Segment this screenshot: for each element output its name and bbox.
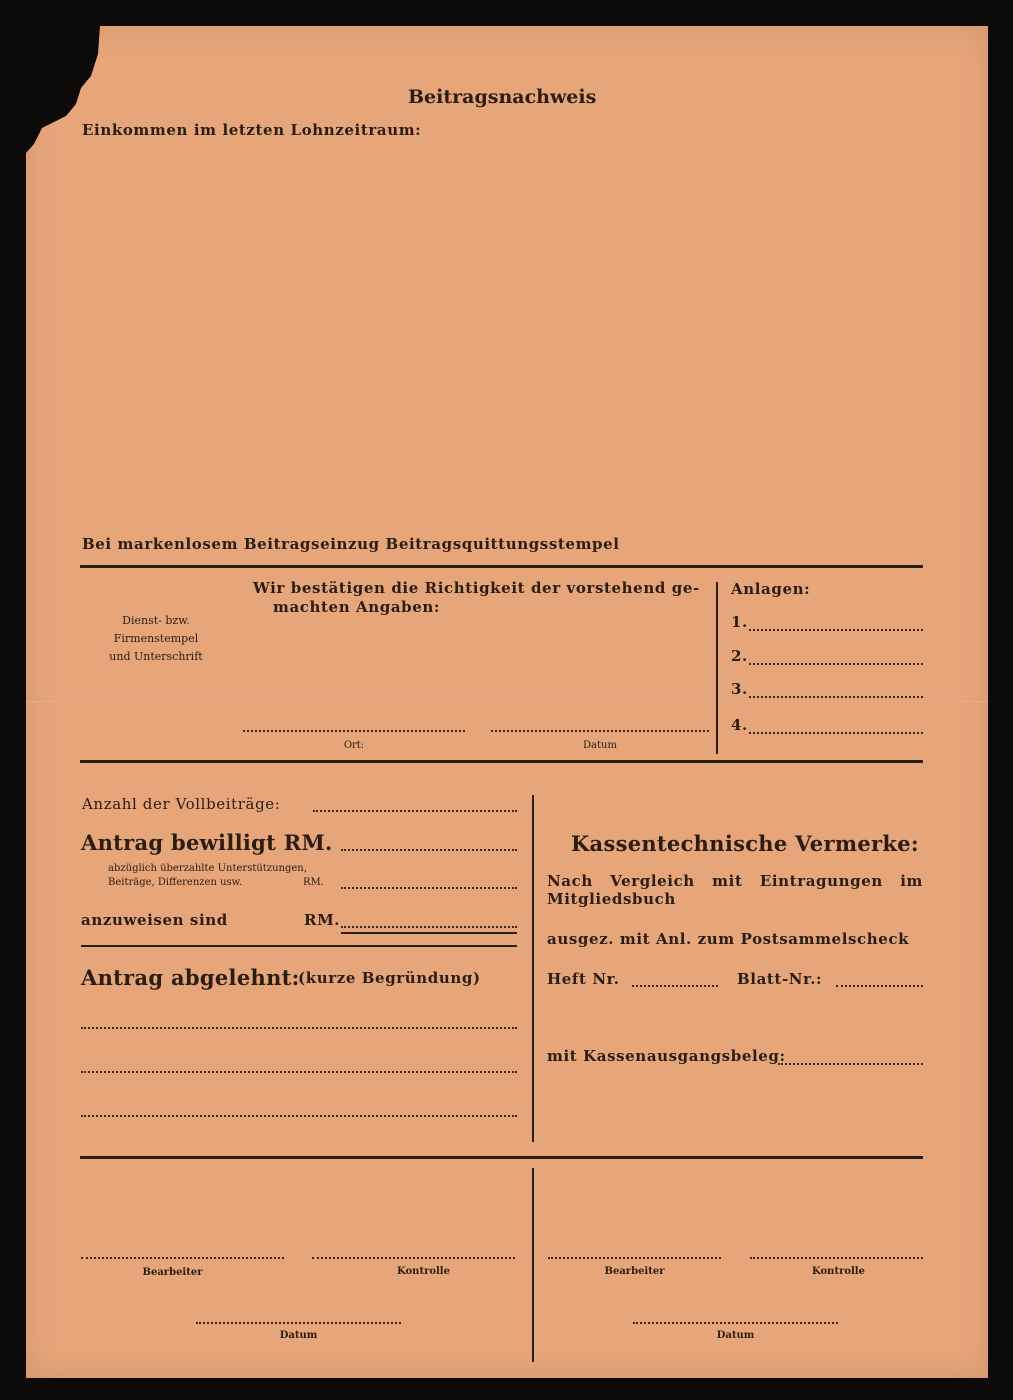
signature-bearbeiter-left[interactable] [81,1257,284,1259]
confirmation-text-1: Wir bestätigen die Richtigkeit der vorstehend ge- [253,579,700,597]
confirmation-text-2: machten Angaben: [273,598,441,616]
attachment-field-4[interactable] [749,732,923,734]
signature-bearbeiter-right[interactable] [548,1257,721,1259]
attachment-number: 3. [731,680,748,698]
kontrolle-label: Kontrolle [812,1266,865,1277]
payout-label: anzuweisen sind [81,911,228,929]
attachment-field-3[interactable] [749,696,923,698]
rejected-hint: (kurze Begründung) [298,969,481,987]
vertical-divider [532,1168,534,1362]
blatt-field[interactable] [836,985,923,987]
deduction-field[interactable] [341,887,517,889]
payout-rm: RM. [304,911,341,929]
blatt-label: Blatt-Nr.: [737,970,823,988]
cash-receipt-field[interactable] [778,1063,923,1065]
divider-line [80,1156,923,1159]
deduction-text-2: Beiträge, Differenzen usw. [108,877,243,888]
approved-label: Antrag bewilligt RM. [81,830,333,855]
datum-label: Datum [716,1330,755,1341]
stamp-label-3: und Unterschrift [109,650,203,663]
approved-amount-field[interactable] [341,849,517,851]
stamp-label-2: Firmenstempel [113,632,199,645]
ort-field[interactable] [243,730,465,732]
stamp-note: Bei markenlosem Beitragseinzug Beitragsquittungsstempel [82,535,620,553]
reason-line-1[interactable] [81,1027,517,1029]
income-label: Einkommen im letzten Lohnzeitraum: [82,121,422,139]
compare-text-2: Mitgliedsbuch [547,890,676,908]
signature-kontrolle-right[interactable] [750,1257,923,1259]
compare-text-1: Nach Vergleich mit Eintragungen im [547,872,923,890]
bearbeiter-label: Bearbeiter [142,1267,203,1278]
heft-label: Heft Nr. [547,970,620,988]
cash-receipt-label: mit Kassenausgangsbeleg: [547,1047,786,1065]
signature-kontrolle-left[interactable] [312,1257,515,1259]
form-title: Beitragsnachweis [408,86,597,108]
stamp-label-1: Dienst- bzw. [122,614,190,627]
divider-line [80,760,923,763]
rejected-label: Antrag abgelehnt: [81,965,300,990]
signature-datum-left[interactable] [196,1322,401,1324]
datum-label: Datum [583,740,617,751]
signature-datum-right[interactable] [633,1322,838,1324]
full-contrib-label: Anzahl der Vollbeiträge: [82,795,281,813]
datum-label: Datum [279,1330,318,1341]
postal-check-text: ausgez. mit Anl. zum Postsammelscheck [547,930,910,948]
kontrolle-label: Kontrolle [397,1266,450,1277]
vertical-divider [532,795,534,1142]
payout-underline [341,932,517,934]
attachment-number: 1. [731,613,748,631]
ort-label: Ort: [343,740,365,751]
attachments-label: Anlagen: [731,580,811,598]
datum-field[interactable] [491,730,709,732]
reason-line-3[interactable] [81,1115,517,1117]
fold-crease [26,700,988,703]
attachment-field-1[interactable] [749,629,923,631]
deduction-text-1: abzüglich überzahlte Unterstützungen, [108,863,307,874]
payout-field[interactable] [341,926,517,928]
heft-field[interactable] [632,985,718,987]
reason-line-2[interactable] [81,1071,517,1073]
divider-line [80,565,923,568]
bearbeiter-label: Bearbeiter [604,1266,665,1277]
attachment-field-2[interactable] [749,663,923,665]
full-contrib-field[interactable] [313,810,517,812]
attachment-number: 4. [731,716,748,734]
vertical-divider [716,582,718,754]
cash-title: Kassentechnische Vermerke: [571,831,919,856]
deduction-rm: RM. [303,877,324,888]
attachment-number: 2. [731,647,748,665]
divider-line [81,945,517,947]
